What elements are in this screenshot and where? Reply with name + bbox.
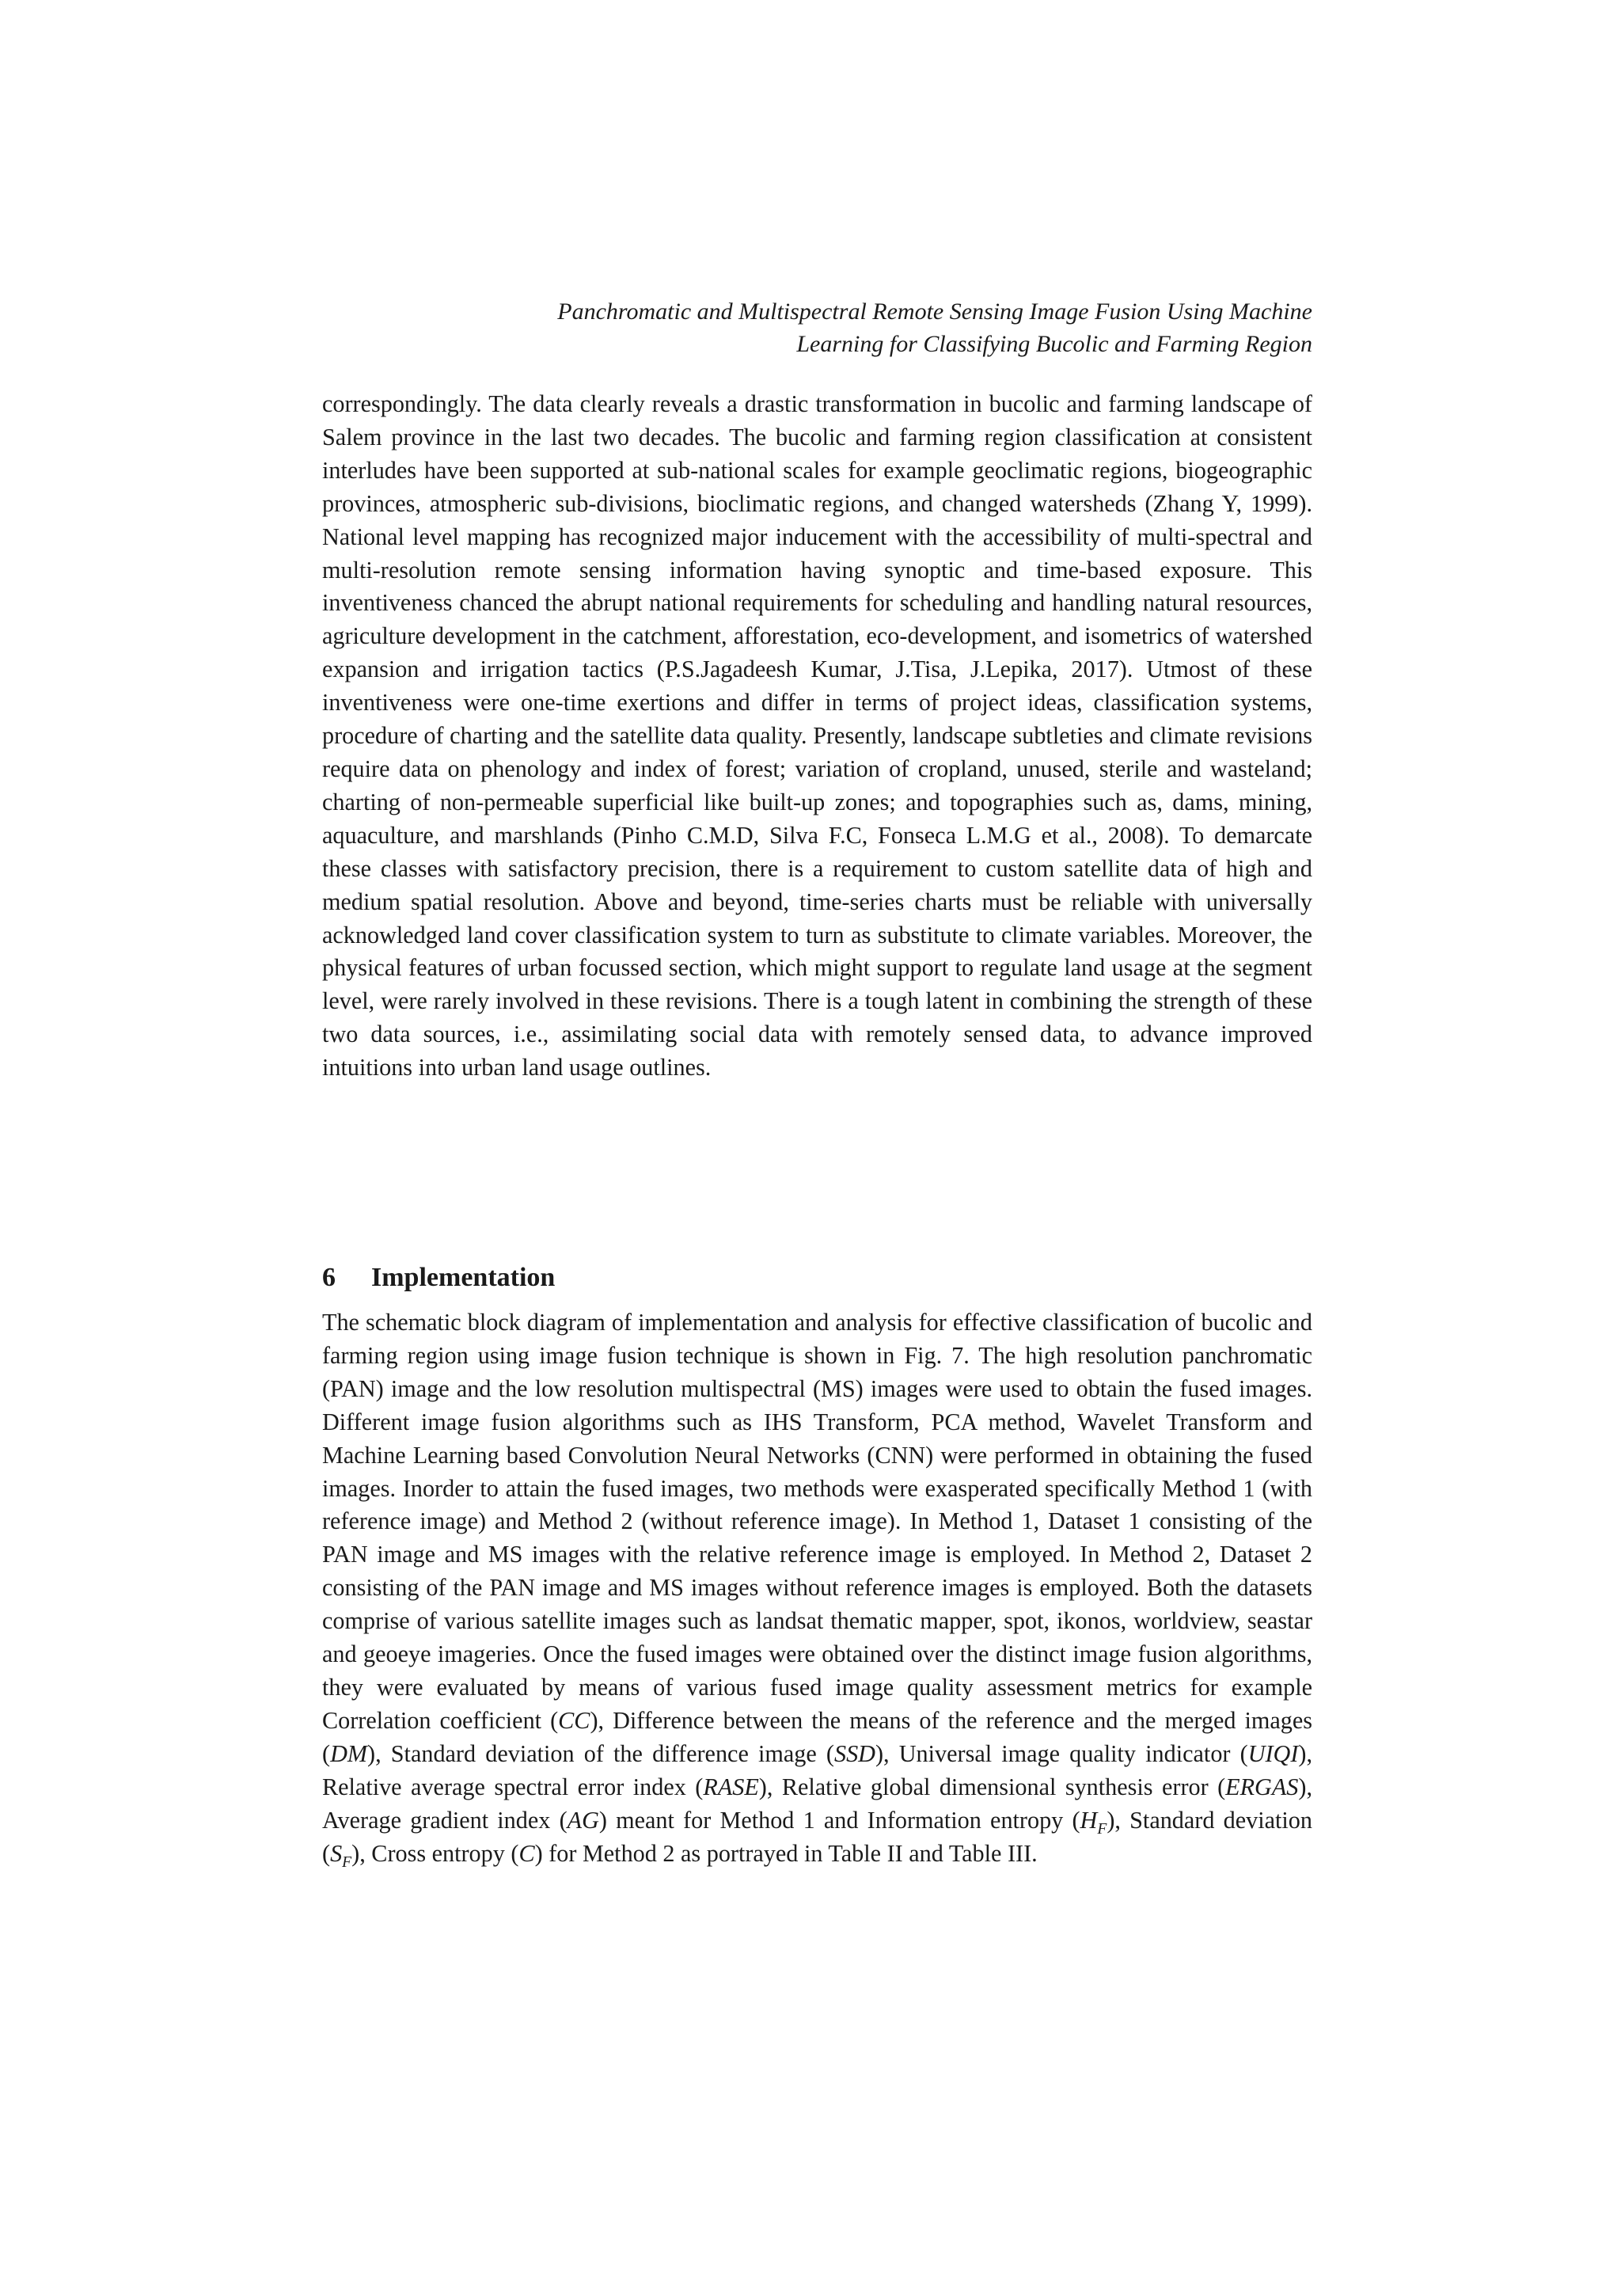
text-run: ), Difference between the means of the reference and the merged images ( [322, 1706, 1313, 1767]
metric-sf-subscript: F [342, 1853, 352, 1871]
metric-c: C [518, 1839, 535, 1867]
metric-ergas: ERGAS [1225, 1773, 1299, 1800]
text-run: The schematic block diagram of implementation and analysis for effective classification of bucolic and farming region using image fusion technique is shown in Fig. 7. The high resolution panchromatic (PAN) image and the low resolution multispectral (MS) images were used to obtain the fused images. Different image fusion algorithms such as IHS Transform, PCA method, Wavelet Transform and Machine Learning based Convolution Neural Networks (CNN) were performed in obtaining the fused images. Inorder to attain the fused images, two methods were exasperated specifically Method 1 (with reference image) and Method 2 (without reference image). In Method 1, Dataset 1 consisting of the PAN image and MS images with the relative reference image is employed. In Method 2, Dataset 2 consisting of the PAN image and MS images without reference images is employed. Both the datasets comprise of various satellite images such as landsat thematic mapper, spot, ikonos, worldview, seastar and geoeye imageries. Once the fused images were obtained over the distinct image fusion algorithms, they were evaluated by means of various fused image quality assessment metrics for example Correlation coefficient ( [322, 1309, 1312, 1734]
metric-uiqi: UIQI [1247, 1739, 1299, 1767]
text-run: ), Standard deviation ( [322, 1806, 1312, 1867]
running-head-line-1: Panchromatic and Multispectral Remote Sensing Image Fusion Using Machine [557, 298, 1312, 325]
metric-sf-base: S [330, 1839, 343, 1867]
body-paragraph-1: correspondingly. The data clearly reveals a drastic transformation in bucolic and farming landscape of Salem province in the last two decades. The bucolic and farming region classification at consistent interludes have been supported at sub-national scales for example geoclimatic regions, biogeographic provinces, atmospheric sub-divisions, bioclimatic regions, and changed watersheds (Zhang Y, 1999). National level mapping has recognized major inducement with the accessibility of multi-spectral and multi-resolution remote sensing information having synoptic and time-based exposure. This inventiveness chanced the abrupt national requirements for scheduling and handling natural resources, agriculture development in the catchment, afforestation, eco-development, and isometrics of watershed expansion and irrigation tactics (P.S.Jagadeesh Kumar, J.Tisa, J.Lepika, 2017). Utmost of these inventiveness were one-time exertions and differ in terms of project ideas, classification systems, procedure of charting and the satellite data quality. Presently, landscape subtleties and climate revisions require data on phenology and index of forest; variation of cropland, unused, sterile and wasteland; charting of non-permeable superficial like built-up zones; and topographies such as, dams, mining, aquaculture, and marshlands (Pinho C.M.D, Silva F.C, Fonseca L.M.G et al., 2008). To demarcate these classes with satisfactory precision, there is a requirement to custom satellite data of high and medium spatial resolution. Above and beyond, time-series charts must be reliable with universally acknowledged land cover classification system to turn as substitute to climate variables. Moreover, the physical features of urban focussed section, which might support to regulate land usage at the segment level, were rarely involved in these revisions. There is a tough latent in combining the strength of these two data sources, i.e., assimilating social data with remotely sensed data, to advance improved intuitions into urban land usage outlines. [322, 390, 1312, 1081]
text-run: ) for Method 2 as portrayed in Table II and Table III. [534, 1839, 1038, 1867]
metric-hf-base: H [1080, 1806, 1098, 1834]
text-run: ) meant for Method 1 and Information entropy ( [598, 1806, 1080, 1834]
text-run: ), Universal image quality indicator ( [875, 1739, 1248, 1767]
metric-rase: RASE [703, 1773, 759, 1800]
text-run: ), Standard deviation of the difference image ( [367, 1739, 834, 1767]
metric-cc: CC [558, 1706, 590, 1734]
metric-ssd: SSD [833, 1739, 875, 1767]
metric-hf [1080, 1806, 1107, 1838]
text-run: ), Relative global dimensional synthesis error ( [758, 1773, 1226, 1800]
text-run: ), Relative average spectral error index ( [322, 1739, 1313, 1800]
section-title: Implementation [371, 1263, 556, 1292]
text-run: ), Cross entropy ( [351, 1839, 519, 1867]
metric-ag: AG [567, 1806, 599, 1834]
metric-hf-subscript: F [1097, 1820, 1107, 1838]
text-run: ), Average gradient index ( [322, 1773, 1312, 1834]
running-head-line-2: Learning for Classifying Bucolic and Farming Region [796, 331, 1312, 357]
metric-dm: DM [330, 1739, 368, 1767]
section-heading [322, 1261, 555, 1294]
metric-sf [330, 1839, 352, 1871]
section-number: 6 [322, 1263, 336, 1292]
running-head [332, 295, 1312, 360]
body-paragraph-2 [322, 1306, 1312, 1870]
